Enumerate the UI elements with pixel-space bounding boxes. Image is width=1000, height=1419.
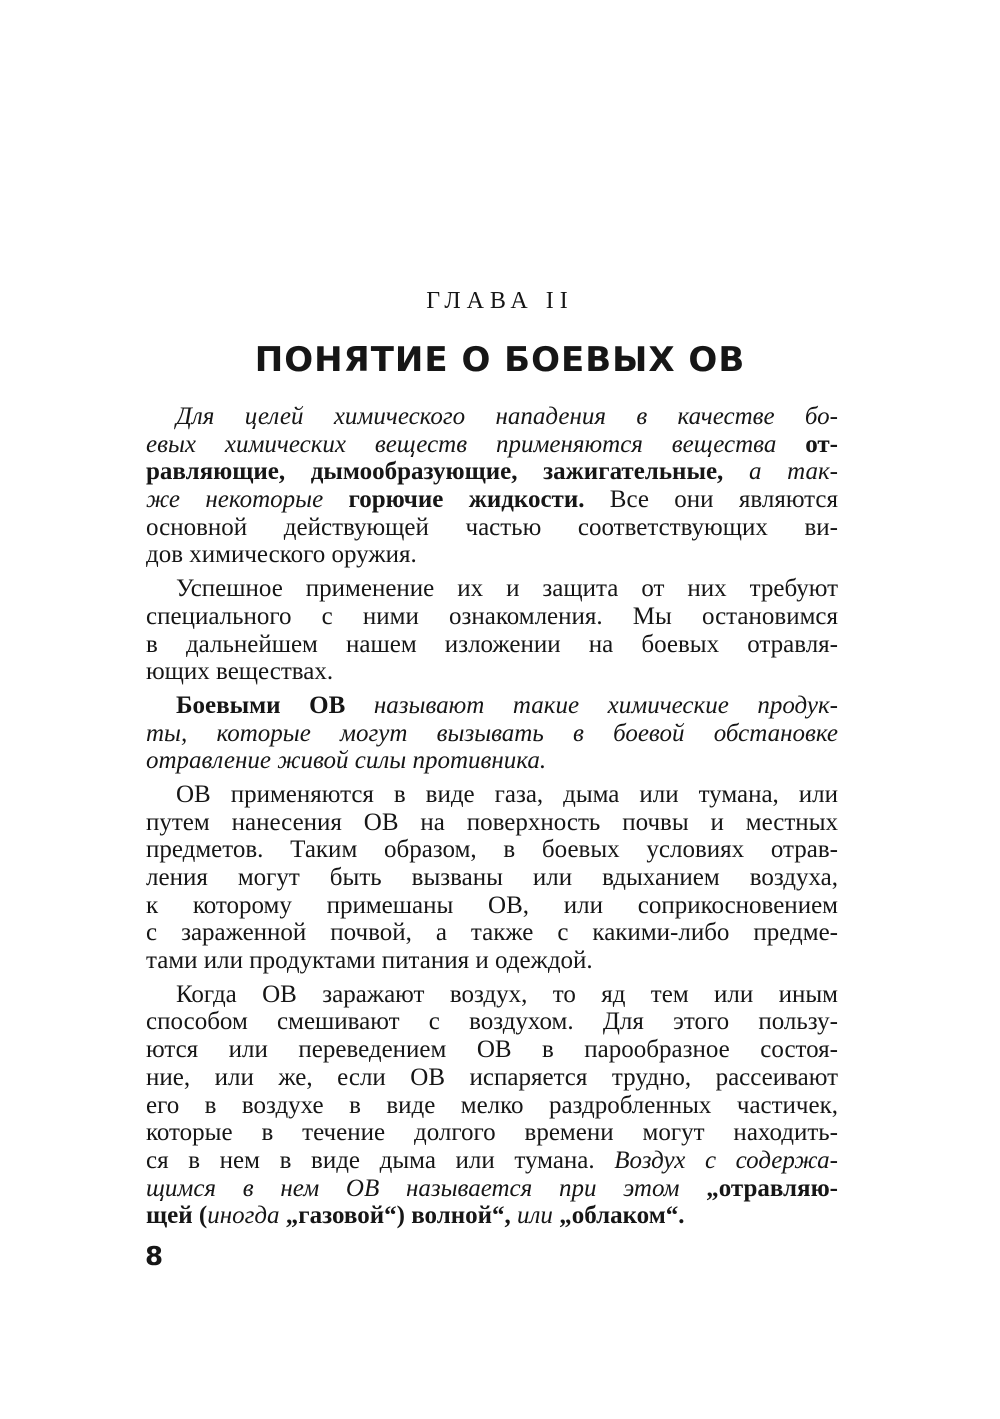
body-text [146,403,838,1230]
text-run: в дальнейшем нашем изложении на боевых отравля- [146,630,838,658]
text-run: предметов. Таким образом, в боевых условиях отрав- [146,836,838,864]
text-run: Успешное применение их и защита от них требуют [176,575,838,603]
text-run: от- [805,430,838,458]
text-run: ОВ применяются в виде газа, дыма или тумана, или [176,780,838,808]
text-run: к которому примешаны ОВ, или соприкосновением [146,891,838,919]
text-run: „отравляю- [706,1174,838,1202]
text-line [146,1036,838,1064]
text-line [146,658,838,686]
text-line [146,431,838,459]
text-line [146,1119,838,1147]
text-run: Для целей химического нападения в качестве бо- [176,403,838,430]
text-run: основной действующей частью соответствующих ви- [146,513,838,541]
text-line [146,947,838,975]
text-line [146,836,838,864]
text-run: щей ( [146,1202,208,1230]
text-run: ются или переведением ОВ в парообразное состоя- [146,1036,838,1064]
text-run: „газовой“) волной“, [279,1202,511,1230]
text-run: ся в нем в виде дыма или тумана. [146,1146,595,1174]
paragraph [146,781,838,975]
text-run: равляющие, дымообразующие, зажигательные, [146,458,724,486]
text-line [146,1008,838,1036]
text-run: путем нанесения ОВ на поверхность почвы и местных [146,808,838,836]
page-number: 8 [145,1242,164,1272]
text-run: его в воздухе в виде мелко раздробленных частичек, [146,1091,838,1119]
text-run: ние, или же, если ОВ испаряется трудно, рассеивают [146,1063,838,1091]
paragraph [146,403,838,569]
text-run: ты, которые могут вызывать в боевой обстановке [146,719,838,747]
text-run: способом смешивают с воздухом. Для этого пользу- [146,1008,838,1036]
text-run: щимся в нем ОВ называется при этом [146,1174,707,1202]
text-run: Когда ОВ заражают воздух, то яд тем или иным [176,980,838,1008]
text-line [146,541,838,569]
text-line [146,486,838,514]
text-line [146,692,838,720]
paragraph [146,575,838,686]
text-run: тами или продуктами питания и одеждой. [146,947,593,975]
text-line [146,1092,838,1120]
text-line [146,514,838,542]
text-line [146,919,838,947]
chapter-title: ПОНЯТИЕ О БОЕВЫХ ОВ [254,340,746,380]
text-run: „облаком“. [559,1202,685,1230]
text-line [146,781,838,809]
paragraph [146,692,838,775]
text-run: или [510,1202,560,1230]
text-run: горючие жидкости. [348,486,585,514]
text-line [146,631,838,659]
text-run: ющих веществах. [146,658,334,686]
text-run: специального с ними ознакомления. Мы остановимся [146,602,838,630]
text-run: которые в течение долгого времени могут находить- [146,1119,838,1147]
text-line [146,981,838,1009]
text-run: евых химических веществ применяются вещества [146,430,806,458]
text-run: называют такие химические продук- [345,691,838,719]
text-run: же некоторые [146,486,349,514]
text-line [146,892,838,920]
text-run: Воздух с содержа- [594,1146,838,1174]
text-run: ления могут быть вызваны или вдыханием воздуха, [146,864,838,891]
text-run: а так- [723,458,838,486]
text-run: иногда [207,1202,280,1230]
text-run: дов химического оружия. [146,541,417,569]
text-run: Боевыми ОВ [176,691,346,719]
text-line [146,458,838,486]
text-line [146,403,838,431]
text-line [146,1202,838,1230]
text-line [146,1175,838,1203]
paragraph [146,981,838,1230]
text-line [146,1064,838,1092]
text-line [146,575,838,603]
text-run: Все они являются [584,486,838,514]
text-line [146,864,838,892]
text-line [146,603,838,631]
text-run: с зараженной почвой, а также с какими-либо предме- [146,919,838,947]
text-line [146,720,838,748]
text-run: отравление живой силы противника. [146,747,547,775]
text-line [146,1147,838,1175]
text-line [146,809,838,837]
text-line [146,747,838,775]
chapter-label: ГЛАВА II [426,288,574,314]
